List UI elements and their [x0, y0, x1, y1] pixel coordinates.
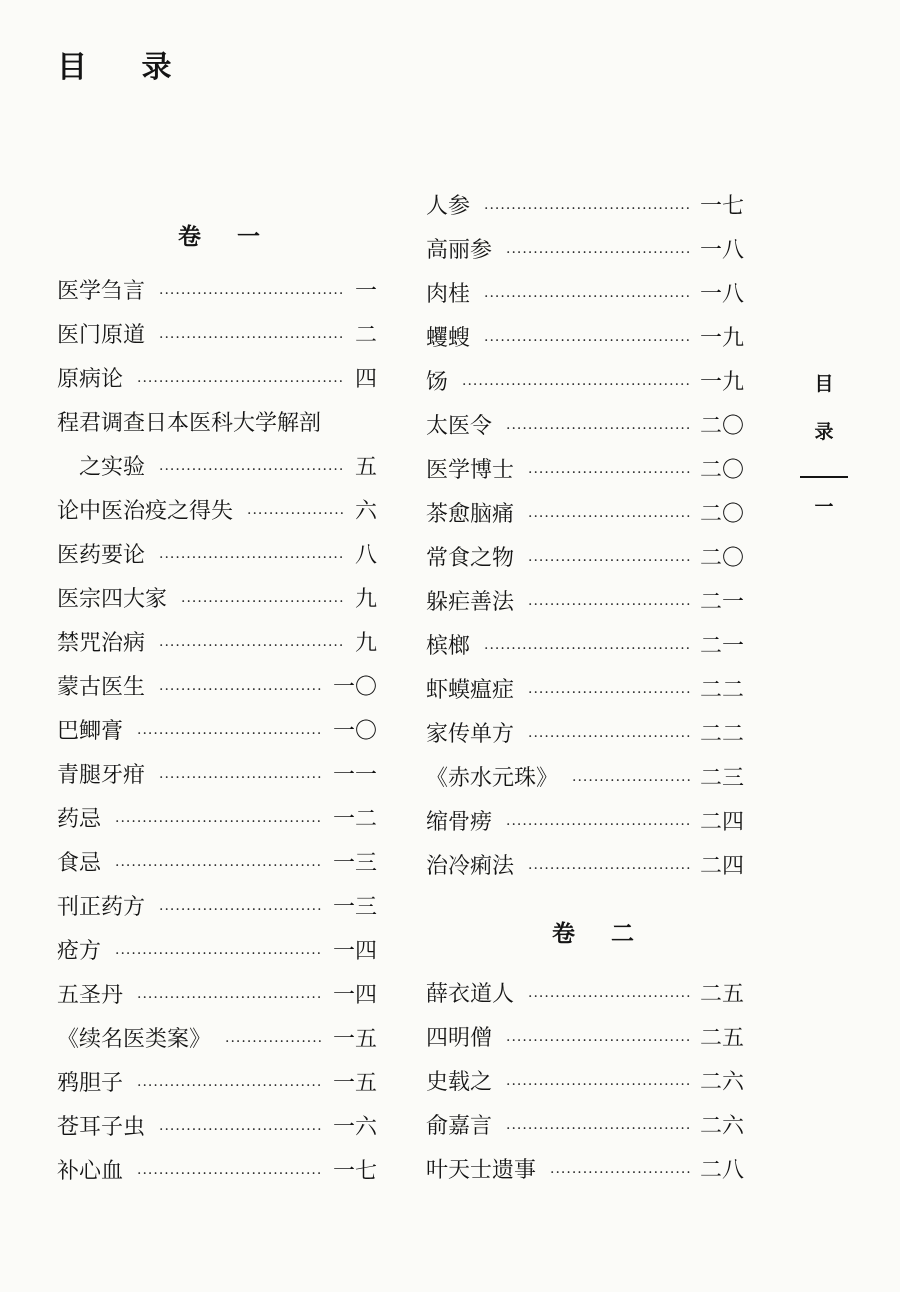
toc-entry-title: 程君调查日本医科大学解剖: [57, 411, 322, 436]
toc-entry[interactable]: [426, 1017, 744, 1061]
toc-entry-page: 一三: [332, 895, 377, 920]
toc-entry[interactable]: [426, 845, 744, 889]
toc-entry[interactable]: [57, 1150, 377, 1194]
toc-entry[interactable]: [57, 402, 377, 446]
toc-entry-page: 二〇: [699, 458, 744, 483]
toc-entry[interactable]: [426, 1105, 744, 1149]
leader-dots: [159, 536, 343, 580]
toc-entry[interactable]: [426, 713, 744, 757]
toc-entry-title: 四明僧: [426, 1026, 493, 1051]
toc-entry[interactable]: [57, 490, 377, 534]
toc-entry-page: 二八: [699, 1158, 744, 1183]
toc-entry[interactable]: [57, 534, 377, 578]
toc-entry-page: 二二: [699, 722, 744, 747]
toc-entry-title: 苍耳子虫: [57, 1115, 146, 1140]
toc-entry-page: 九: [354, 587, 377, 612]
toc-entry[interactable]: [57, 358, 377, 402]
toc-entry-title: 禁咒治病: [57, 631, 146, 656]
toc-entry[interactable]: [57, 1106, 377, 1150]
toc-entry[interactable]: [426, 405, 744, 449]
toc-entry[interactable]: [57, 842, 377, 886]
toc-entry-title: 家传单方: [426, 722, 515, 747]
toc-entry-page: 一七: [332, 1159, 377, 1184]
leader-dots: [528, 539, 690, 583]
leader-dots: [159, 316, 343, 360]
leader-dots: [572, 759, 690, 803]
toc-entry[interactable]: [57, 666, 377, 710]
toc-entry[interactable]: [57, 622, 377, 666]
leader-dots: [528, 451, 690, 495]
toc-entry-title: 治冷痢法: [426, 854, 515, 879]
toc-entry[interactable]: [426, 1149, 744, 1193]
toc-entry-title: 鸦胆子: [57, 1071, 124, 1096]
toc-entry-title: 史载之: [426, 1070, 493, 1095]
toc-right-column: [426, 185, 744, 889]
toc-entry[interactable]: [426, 1061, 744, 1105]
toc-entry-title: 蠼螋: [426, 326, 471, 351]
toc-entry-page: 一八: [699, 282, 744, 307]
toc-entry-page: 二三: [699, 766, 744, 791]
toc-entry-page: 二四: [699, 810, 744, 835]
leader-dots: [528, 495, 690, 539]
toc-entry-title: 补心血: [57, 1159, 124, 1184]
toc-entry-page: 二六: [699, 1070, 744, 1095]
volume-heading-2: 卷 二: [552, 920, 649, 947]
toc-entry[interactable]: [426, 581, 744, 625]
leader-dots: [225, 1020, 323, 1064]
toc-entry-title: 饧: [426, 370, 449, 395]
leader-dots: [159, 888, 323, 932]
leader-dots: [506, 1019, 690, 1063]
toc-entry-title: 之实验: [79, 455, 146, 480]
running-head: [800, 360, 848, 519]
toc-entry-title: 薛衣道人: [426, 982, 515, 1007]
running-head-char: 录: [814, 421, 834, 443]
toc-entry-page: 五: [354, 455, 377, 480]
leader-dots: [137, 360, 343, 404]
toc-entry-title: 原病论: [57, 367, 124, 392]
toc-entry-page: 二一: [699, 634, 744, 659]
leader-dots: [528, 671, 690, 715]
leader-dots: [137, 712, 323, 756]
leader-dots: [159, 756, 323, 800]
toc-entry-page: 二六: [699, 1114, 744, 1139]
leader-dots: [550, 1151, 690, 1195]
toc-entry-title: 人参: [426, 194, 471, 219]
toc-entry[interactable]: [426, 185, 744, 229]
toc-entry-title: 医学博士: [426, 458, 515, 483]
volume-heading-1: 卷 一: [178, 223, 275, 250]
toc-entry-page: 一九: [699, 370, 744, 395]
toc-entry-page: 二〇: [699, 546, 744, 571]
toc-entry-page: 九: [354, 631, 377, 656]
toc-entry-page: 一六: [332, 1115, 377, 1140]
toc-entry[interactable]: [57, 930, 377, 974]
toc-entry-title: 医药要论: [57, 543, 146, 568]
toc-entry[interactable]: [57, 1062, 377, 1106]
leader-dots: [528, 975, 690, 1019]
toc-entry-page: 一〇: [332, 719, 377, 744]
leader-dots: [506, 407, 690, 451]
toc-entry-title: 刊正药方: [57, 895, 146, 920]
toc-entry-page: 一四: [332, 983, 377, 1008]
toc-entry-title: 巴鲫膏: [57, 719, 124, 744]
page-number: 一: [814, 496, 834, 518]
toc-entry-title: 《赤水元珠》: [426, 766, 559, 791]
toc-entry-page: 一三: [332, 851, 377, 876]
leader-dots: [484, 187, 690, 231]
toc-entry[interactable]: [426, 449, 744, 493]
leader-dots: [506, 803, 690, 847]
toc-entry-title: 常食之物: [426, 546, 515, 571]
toc-entry-page: 一九: [699, 326, 744, 351]
running-head-char: 目: [814, 373, 834, 395]
leader-dots: [462, 363, 690, 407]
toc-entry-page: 一二: [332, 807, 377, 832]
leader-dots: [484, 319, 690, 363]
leader-dots: [159, 448, 343, 492]
toc-entry[interactable]: [426, 757, 744, 801]
toc-entry[interactable]: [57, 798, 377, 842]
toc-right-column-vol2: [426, 973, 744, 1193]
toc-entry-page: 一四: [332, 939, 377, 964]
toc-entry-title: 论中医治疫之得失: [57, 499, 234, 524]
toc-entry-title: 茶愈脑痛: [426, 502, 515, 527]
toc-entry-page: 二一: [699, 590, 744, 615]
toc-entry-title: 太医令: [426, 414, 493, 439]
toc-entry-title: 五圣丹: [57, 983, 124, 1008]
toc-entry-title: 躲疟善法: [426, 590, 515, 615]
toc-entry-page: 二二: [699, 678, 744, 703]
toc-entry-title: 缩骨痨: [426, 810, 493, 835]
toc-entry-title: 肉桂: [426, 282, 471, 307]
toc-entry[interactable]: [57, 270, 377, 314]
leader-dots: [115, 844, 323, 888]
toc-entry-page: 一一: [332, 763, 377, 788]
leader-dots: [528, 583, 690, 627]
toc-entry-title: 俞嘉言: [426, 1114, 493, 1139]
leader-dots: [181, 580, 343, 624]
toc-entry-page: 二: [354, 323, 377, 348]
toc-entry-page: 二〇: [699, 414, 744, 439]
toc-entry[interactable]: [57, 710, 377, 754]
toc-entry[interactable]: [426, 273, 744, 317]
toc-entry[interactable]: [426, 801, 744, 845]
toc-entry-page: 一七: [699, 194, 744, 219]
leader-dots: [115, 800, 323, 844]
page-title: 目 录: [57, 50, 194, 85]
toc-entry-title: 槟榔: [426, 634, 471, 659]
toc-entry-page: 一〇: [332, 675, 377, 700]
toc-entry[interactable]: [426, 669, 744, 713]
toc-entry-title: 疮方: [57, 939, 102, 964]
toc-left-column: [57, 270, 377, 1194]
leader-dots: [506, 231, 690, 275]
toc-entry-page: 六: [354, 499, 377, 524]
toc-entry-continued[interactable]: [57, 446, 377, 490]
toc-entry-title: 蒙古医生: [57, 675, 146, 700]
leader-dots: [506, 1107, 690, 1151]
leader-dots: [506, 1063, 690, 1107]
leader-dots: [137, 1064, 323, 1108]
toc-entry-page: 二五: [699, 1026, 744, 1051]
leader-dots: [137, 976, 323, 1020]
toc-entry-title: 药忌: [57, 807, 102, 832]
leader-dots: [159, 668, 323, 712]
toc-entry[interactable]: [57, 314, 377, 358]
toc-entry[interactable]: [426, 537, 744, 581]
toc-entry-page: 二五: [699, 982, 744, 1007]
toc-entry-page: 八: [354, 543, 377, 568]
running-head-rule: [800, 476, 848, 478]
leader-dots: [484, 275, 690, 319]
toc-entry[interactable]: [426, 493, 744, 537]
toc-entry-title: 医门原道: [57, 323, 146, 348]
toc-entry-title: 高丽参: [426, 238, 493, 263]
toc-entry-title: 叶天士遗事: [426, 1158, 537, 1183]
toc-entry[interactable]: [426, 361, 744, 405]
leader-dots: [159, 624, 343, 668]
toc-entry-title: 《续名医类案》: [57, 1027, 212, 1052]
toc-entry-page: 一五: [332, 1071, 377, 1096]
leader-dots: [484, 627, 690, 671]
leader-dots: [528, 715, 690, 759]
leader-dots: [137, 1152, 323, 1196]
toc-entry-page: 一: [354, 279, 377, 304]
toc-entry-page: 二四: [699, 854, 744, 879]
toc-entry[interactable]: [426, 229, 744, 273]
toc-entry-title: 医宗四大家: [57, 587, 168, 612]
toc-entry-title: 医学刍言: [57, 279, 146, 304]
toc-entry-page: 一五: [332, 1027, 377, 1052]
toc-entry-title: 食忌: [57, 851, 102, 876]
toc-entry[interactable]: [426, 317, 744, 361]
leader-dots: [159, 272, 343, 316]
leader-dots: [159, 1108, 323, 1152]
toc-entry[interactable]: [57, 974, 377, 1018]
toc-entry-title: 虾蟆瘟症: [426, 678, 515, 703]
leader-dots: [247, 492, 343, 536]
toc-entry[interactable]: [57, 578, 377, 622]
toc-entry[interactable]: [57, 1018, 377, 1062]
toc-entry[interactable]: [57, 886, 377, 930]
leader-dots: [528, 847, 690, 891]
toc-entry[interactable]: [426, 973, 744, 1017]
toc-entry-page: 四: [354, 367, 377, 392]
toc-entry-page: 一八: [699, 238, 744, 263]
toc-entry-page: 二〇: [699, 502, 744, 527]
toc-entry[interactable]: [57, 754, 377, 798]
toc-entry[interactable]: [426, 625, 744, 669]
toc-entry-title: 青腿牙疳: [57, 763, 146, 788]
leader-dots: [115, 932, 323, 976]
